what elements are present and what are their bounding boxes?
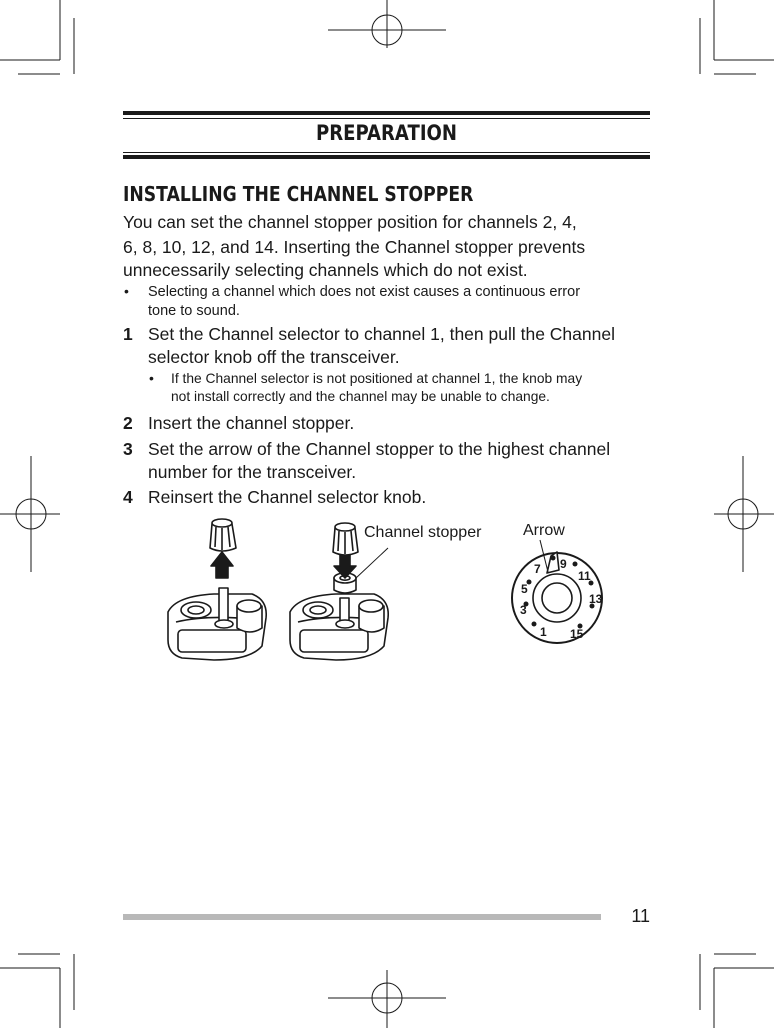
intro-line-1: You can set the channel stopper position for channels 2, 4,	[123, 212, 577, 232]
dial-number: 3	[520, 603, 527, 617]
intro-line-2: 6, 8, 10, 12, and 14. Inserting the Channel stopper prevents	[123, 237, 586, 257]
dial-number: 15	[570, 627, 584, 641]
footer-bar	[123, 914, 601, 920]
dial-number: 5	[521, 582, 528, 596]
radio-top-right	[290, 523, 388, 660]
dial-number: 7	[534, 562, 541, 576]
label-arrow: Arrow	[523, 522, 565, 539]
step-3-line-2: number for the transceiver.	[148, 462, 357, 482]
step-3-line-1: Set the arrow of the Channel stopper to the highest channel	[148, 439, 611, 459]
bullet-line-1: Selecting a channel which does not exist causes a continuous error	[148, 284, 581, 300]
bullet-symbol: •	[124, 283, 129, 299]
label-channel-stopper: Channel stopper	[364, 524, 482, 541]
section-title: INSTALLING THE CHANNEL STOPPER	[123, 182, 474, 206]
note-line-2: not install correctly and the channel may be unable to change.	[171, 389, 550, 404]
step-number: 3	[123, 439, 133, 459]
step-number: 2	[123, 413, 133, 433]
step-1-line-1: Set the Channel selector to channel 1, then pull the Channel	[148, 324, 615, 344]
dial-number: 11	[578, 569, 591, 583]
step-number: 1	[123, 324, 133, 344]
dial-number: 9	[560, 557, 567, 571]
page-number: 11	[631, 906, 650, 926]
intro-line-3: unnecessarily selecting channels which do not exist.	[123, 260, 528, 280]
dial-number: 1	[540, 625, 547, 639]
step-4-line-1: Reinsert the Channel selector knob.	[148, 487, 427, 507]
chapter-title: PREPARATION	[315, 121, 458, 145]
step-2-line-1: Insert the channel stopper.	[148, 413, 355, 433]
note-bullet-symbol: •	[149, 370, 154, 386]
step-1-line-2: selector knob off the transceiver.	[148, 347, 400, 367]
bullet-line-2: tone to sound.	[148, 303, 240, 319]
dial-number: 13	[589, 592, 603, 606]
radio-top-left	[168, 519, 266, 660]
note-line-1: If the Channel selector is not positioned at channel 1, the knob may	[171, 371, 583, 386]
step-number: 4	[123, 487, 133, 507]
